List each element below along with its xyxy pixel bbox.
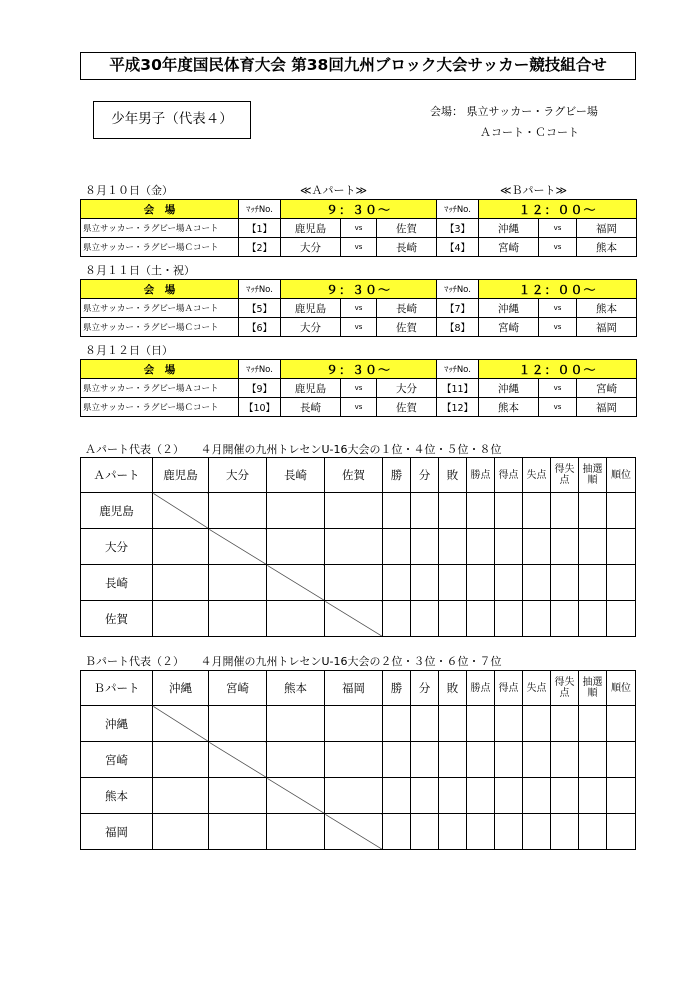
schedule-table bbox=[80, 359, 637, 417]
standings-header-row bbox=[81, 458, 636, 493]
stat-cell bbox=[411, 814, 439, 850]
stat-cell bbox=[467, 529, 495, 565]
kickoff-time-a: ９：３０～ bbox=[281, 360, 437, 379]
result-cell bbox=[267, 529, 325, 565]
stat-cell bbox=[439, 814, 467, 850]
stat-cell bbox=[439, 529, 467, 565]
result-cell bbox=[153, 565, 209, 601]
stat-header: 分 bbox=[411, 671, 439, 706]
team-row bbox=[81, 565, 636, 601]
stat-cell bbox=[607, 706, 636, 742]
result-cell bbox=[209, 778, 267, 814]
stat-cell bbox=[383, 742, 411, 778]
home-team: 鹿児島 bbox=[281, 379, 341, 398]
stat-cell bbox=[523, 778, 551, 814]
match-no-header: ﾏｯﾁNo. bbox=[239, 360, 281, 379]
stat-cell bbox=[495, 601, 523, 637]
stat-cell bbox=[411, 565, 439, 601]
stat-cell bbox=[579, 778, 607, 814]
stat-header: 勝 bbox=[383, 671, 411, 706]
venue-name: 県立サッカー・ラグビー場Ｃコート bbox=[81, 398, 239, 417]
home-team: 鹿児島 bbox=[281, 299, 341, 318]
stat-header: 敗 bbox=[439, 671, 467, 706]
result-cell bbox=[267, 601, 325, 637]
stat-cell bbox=[467, 778, 495, 814]
stat-cell bbox=[607, 778, 636, 814]
match-row bbox=[81, 318, 637, 337]
stat-cell bbox=[523, 493, 551, 529]
match-number: 【9】 bbox=[239, 379, 281, 398]
stat-cell bbox=[439, 742, 467, 778]
vs-label: vs bbox=[539, 398, 577, 417]
team-name: 大分 bbox=[81, 529, 153, 565]
opponent-header: 佐賀 bbox=[325, 458, 383, 493]
vs-label: vs bbox=[341, 379, 377, 398]
away-team: 佐賀 bbox=[377, 318, 437, 337]
team-row bbox=[81, 814, 636, 850]
match-number: 【1】 bbox=[239, 219, 281, 238]
stat-cell bbox=[523, 742, 551, 778]
stat-cell bbox=[551, 706, 579, 742]
kickoff-time-b: １２：００～ bbox=[479, 360, 637, 379]
venue-name: 県立サッカー・ラグビー場Ａコート bbox=[81, 379, 239, 398]
match-no-header: ﾏｯﾁNo. bbox=[239, 200, 281, 219]
stat-cell bbox=[411, 778, 439, 814]
schedule-table bbox=[80, 279, 637, 337]
home-team: 沖縄 bbox=[479, 379, 539, 398]
opponent-header: 福岡 bbox=[325, 671, 383, 706]
kickoff-time-b: １２：００～ bbox=[479, 200, 637, 219]
result-cell bbox=[267, 814, 325, 850]
stat-cell bbox=[579, 493, 607, 529]
team-row bbox=[81, 778, 636, 814]
venue-label: 会場： 県立サッカー・ラグビー場 bbox=[430, 105, 598, 118]
category-label: 少年男子（代表４） bbox=[93, 101, 251, 139]
stat-cell bbox=[523, 814, 551, 850]
result-cell bbox=[153, 814, 209, 850]
result-cell bbox=[209, 493, 267, 529]
standings-header-row bbox=[81, 671, 636, 706]
result-cell bbox=[153, 742, 209, 778]
team-name: 宮崎 bbox=[81, 742, 153, 778]
match-number: 【6】 bbox=[239, 318, 281, 337]
vs-label: vs bbox=[539, 238, 577, 257]
stat-cell bbox=[551, 814, 579, 850]
home-team: 鹿児島 bbox=[281, 219, 341, 238]
kickoff-time-b: １２：００～ bbox=[479, 280, 637, 299]
schedule-header-row bbox=[81, 200, 637, 219]
stat-cell bbox=[383, 529, 411, 565]
opponent-header: 鹿児島 bbox=[153, 458, 209, 493]
team-name: 熊本 bbox=[81, 778, 153, 814]
venue-header: 会 場 bbox=[81, 200, 239, 219]
stat-cell bbox=[551, 493, 579, 529]
stat-cell bbox=[467, 601, 495, 637]
stat-header: 分 bbox=[411, 458, 439, 493]
self-match-cell bbox=[325, 601, 383, 637]
venue-name: 県立サッカー・ラグビー場Ａコート bbox=[81, 299, 239, 318]
stat-cell bbox=[523, 565, 551, 601]
away-team: 福岡 bbox=[577, 398, 637, 417]
vs-label: vs bbox=[539, 219, 577, 238]
stat-cell bbox=[383, 706, 411, 742]
stat-cell bbox=[467, 706, 495, 742]
stat-cell bbox=[383, 778, 411, 814]
stat-cell bbox=[439, 706, 467, 742]
team-row bbox=[81, 601, 636, 637]
match-number: 【7】 bbox=[437, 299, 479, 318]
venue-name: 県立サッカー・ラグビー場Ｃコート bbox=[81, 318, 239, 337]
self-match-cell bbox=[267, 565, 325, 601]
self-match-cell bbox=[153, 493, 209, 529]
team-row bbox=[81, 706, 636, 742]
venue-header: 会 場 bbox=[81, 360, 239, 379]
vs-label: vs bbox=[539, 299, 577, 318]
match-number: 【5】 bbox=[239, 299, 281, 318]
result-cell bbox=[325, 493, 383, 529]
stat-header: 順位 bbox=[607, 671, 636, 706]
vs-label: vs bbox=[341, 238, 377, 257]
opponent-header: 長崎 bbox=[267, 458, 325, 493]
stat-header: 勝点 bbox=[467, 671, 495, 706]
vs-label: vs bbox=[341, 299, 377, 318]
match-number: 【12】 bbox=[437, 398, 479, 417]
team-name: 長崎 bbox=[81, 565, 153, 601]
stat-cell bbox=[411, 529, 439, 565]
stat-cell bbox=[439, 493, 467, 529]
team-row bbox=[81, 493, 636, 529]
self-match-cell bbox=[267, 778, 325, 814]
stat-cell bbox=[495, 778, 523, 814]
standings-table bbox=[80, 670, 636, 850]
stat-header: 順位 bbox=[607, 458, 636, 493]
away-team: 佐賀 bbox=[377, 219, 437, 238]
result-cell bbox=[267, 742, 325, 778]
stat-cell bbox=[467, 493, 495, 529]
away-team: 熊本 bbox=[577, 238, 637, 257]
away-team: 福岡 bbox=[577, 219, 637, 238]
stat-header: 勝点 bbox=[467, 458, 495, 493]
home-team: 大分 bbox=[281, 238, 341, 257]
match-number: 【3】 bbox=[437, 219, 479, 238]
stat-header: 敗 bbox=[439, 458, 467, 493]
result-cell bbox=[209, 601, 267, 637]
stat-cell bbox=[523, 601, 551, 637]
away-team: 宮崎 bbox=[577, 379, 637, 398]
home-team: 宮崎 bbox=[479, 318, 539, 337]
stat-cell bbox=[383, 493, 411, 529]
match-number: 【8】 bbox=[437, 318, 479, 337]
match-no-header: ﾏｯﾁNo. bbox=[239, 280, 281, 299]
result-cell bbox=[267, 706, 325, 742]
self-match-cell bbox=[325, 814, 383, 850]
result-cell bbox=[267, 493, 325, 529]
stat-header: 勝 bbox=[383, 458, 411, 493]
team-name: 沖縄 bbox=[81, 706, 153, 742]
result-cell bbox=[325, 565, 383, 601]
stat-cell bbox=[439, 565, 467, 601]
vs-label: vs bbox=[341, 318, 377, 337]
opponent-header: 熊本 bbox=[267, 671, 325, 706]
match-row bbox=[81, 238, 637, 257]
opponent-header: 沖縄 bbox=[153, 671, 209, 706]
home-team: 沖縄 bbox=[479, 219, 539, 238]
stat-cell bbox=[607, 742, 636, 778]
stat-header: 得失点 bbox=[551, 458, 579, 493]
day-date: ８月１０日（金） bbox=[85, 184, 173, 197]
match-no-header: ﾏｯﾁNo. bbox=[437, 280, 479, 299]
result-cell bbox=[209, 565, 267, 601]
stat-header: 抽選順 bbox=[579, 671, 607, 706]
schedule-header-row bbox=[81, 360, 637, 379]
match-number: 【11】 bbox=[437, 379, 479, 398]
stat-cell bbox=[579, 814, 607, 850]
match-row bbox=[81, 379, 637, 398]
self-match-cell bbox=[209, 529, 267, 565]
part-b-heading: ≪Ｂパート≫ bbox=[500, 184, 568, 197]
stat-cell bbox=[439, 778, 467, 814]
stat-header: 失点 bbox=[523, 671, 551, 706]
kickoff-time-a: ９：３０～ bbox=[281, 200, 437, 219]
stat-cell bbox=[411, 742, 439, 778]
stat-cell bbox=[551, 742, 579, 778]
stat-cell bbox=[439, 601, 467, 637]
team-name: 福岡 bbox=[81, 814, 153, 850]
day-date: ８月１１日（土・祝） bbox=[85, 264, 195, 277]
vs-label: vs bbox=[539, 379, 577, 398]
stat-cell bbox=[495, 565, 523, 601]
away-team: 熊本 bbox=[577, 299, 637, 318]
stat-header: 抽選順 bbox=[579, 458, 607, 493]
stat-cell bbox=[467, 814, 495, 850]
result-cell bbox=[325, 778, 383, 814]
stat-header: 失点 bbox=[523, 458, 551, 493]
home-team: 宮崎 bbox=[479, 238, 539, 257]
stat-cell bbox=[579, 565, 607, 601]
venue-courts: Ａコート・Ｃコート bbox=[480, 126, 579, 139]
standings-table bbox=[80, 457, 636, 637]
vs-label: vs bbox=[341, 219, 377, 238]
page-title: 平成30年度国民体育大会 第38回九州ブロック大会サッカー競技組合せ bbox=[80, 52, 636, 80]
result-cell bbox=[153, 778, 209, 814]
result-cell bbox=[153, 601, 209, 637]
stat-cell bbox=[551, 529, 579, 565]
stat-cell bbox=[411, 706, 439, 742]
stat-cell bbox=[495, 706, 523, 742]
team-name: 鹿児島 bbox=[81, 493, 153, 529]
stat-cell bbox=[607, 529, 636, 565]
venue-name: 県立サッカー・ラグビー場Ａコート bbox=[81, 219, 239, 238]
part-caption: Ａパート代表（２） ４月開催の九州トレセンU-16大会の１位・４位・５位・８位 bbox=[85, 443, 502, 456]
match-row bbox=[81, 398, 637, 417]
schedule-header-row bbox=[81, 280, 637, 299]
away-team: 福岡 bbox=[577, 318, 637, 337]
result-cell bbox=[209, 706, 267, 742]
match-number: 【4】 bbox=[437, 238, 479, 257]
team-row bbox=[81, 742, 636, 778]
match-row bbox=[81, 299, 637, 318]
stat-cell bbox=[607, 493, 636, 529]
venue-header: 会 場 bbox=[81, 280, 239, 299]
match-number: 【2】 bbox=[239, 238, 281, 257]
away-team: 長崎 bbox=[377, 299, 437, 318]
home-team: 熊本 bbox=[479, 398, 539, 417]
day-date: ８月１２日（日） bbox=[85, 344, 173, 357]
home-team: 長崎 bbox=[281, 398, 341, 417]
opponent-header: 大分 bbox=[209, 458, 267, 493]
stat-cell bbox=[523, 529, 551, 565]
stat-cell bbox=[495, 529, 523, 565]
result-cell bbox=[325, 706, 383, 742]
home-team: 大分 bbox=[281, 318, 341, 337]
stat-cell bbox=[495, 814, 523, 850]
stat-cell bbox=[495, 742, 523, 778]
stat-cell bbox=[579, 601, 607, 637]
stat-cell bbox=[579, 706, 607, 742]
result-cell bbox=[325, 529, 383, 565]
stat-cell bbox=[579, 742, 607, 778]
away-team: 佐賀 bbox=[377, 398, 437, 417]
home-team: 沖縄 bbox=[479, 299, 539, 318]
stat-cell bbox=[383, 601, 411, 637]
result-cell bbox=[325, 742, 383, 778]
stat-header: 得点 bbox=[495, 458, 523, 493]
part-caption: Ｂパート代表（２） ４月開催の九州トレセンU-16大会の２位・３位・６位・７位 bbox=[85, 655, 502, 668]
vs-label: vs bbox=[341, 398, 377, 417]
stat-cell bbox=[607, 565, 636, 601]
venue-name: 県立サッカー・ラグビー場Ｃコート bbox=[81, 238, 239, 257]
team-name: 佐賀 bbox=[81, 601, 153, 637]
schedule-table bbox=[80, 199, 637, 257]
stat-cell bbox=[579, 529, 607, 565]
stat-cell bbox=[467, 742, 495, 778]
stat-cell bbox=[383, 565, 411, 601]
part-corner-label: Ｂパート bbox=[81, 671, 153, 706]
stat-cell bbox=[607, 601, 636, 637]
kickoff-time-a: ９：３０～ bbox=[281, 280, 437, 299]
stat-cell bbox=[551, 565, 579, 601]
team-row bbox=[81, 529, 636, 565]
part-a-heading: ≪Ａパート≫ bbox=[300, 184, 368, 197]
stat-cell bbox=[467, 565, 495, 601]
stat-cell bbox=[411, 493, 439, 529]
stat-cell bbox=[607, 814, 636, 850]
opponent-header: 宮崎 bbox=[209, 671, 267, 706]
self-match-cell bbox=[209, 742, 267, 778]
match-no-header: ﾏｯﾁNo. bbox=[437, 200, 479, 219]
self-match-cell bbox=[153, 706, 209, 742]
result-cell bbox=[209, 814, 267, 850]
match-row bbox=[81, 219, 637, 238]
stat-header: 得点 bbox=[495, 671, 523, 706]
stat-header: 得失点 bbox=[551, 671, 579, 706]
stat-cell bbox=[495, 493, 523, 529]
stat-cell bbox=[411, 601, 439, 637]
vs-label: vs bbox=[539, 318, 577, 337]
stat-cell bbox=[551, 601, 579, 637]
match-no-header: ﾏｯﾁNo. bbox=[437, 360, 479, 379]
part-corner-label: Ａパート bbox=[81, 458, 153, 493]
stat-cell bbox=[523, 706, 551, 742]
match-number: 【10】 bbox=[239, 398, 281, 417]
away-team: 長崎 bbox=[377, 238, 437, 257]
stat-cell bbox=[383, 814, 411, 850]
result-cell bbox=[153, 529, 209, 565]
away-team: 大分 bbox=[377, 379, 437, 398]
stat-cell bbox=[551, 778, 579, 814]
